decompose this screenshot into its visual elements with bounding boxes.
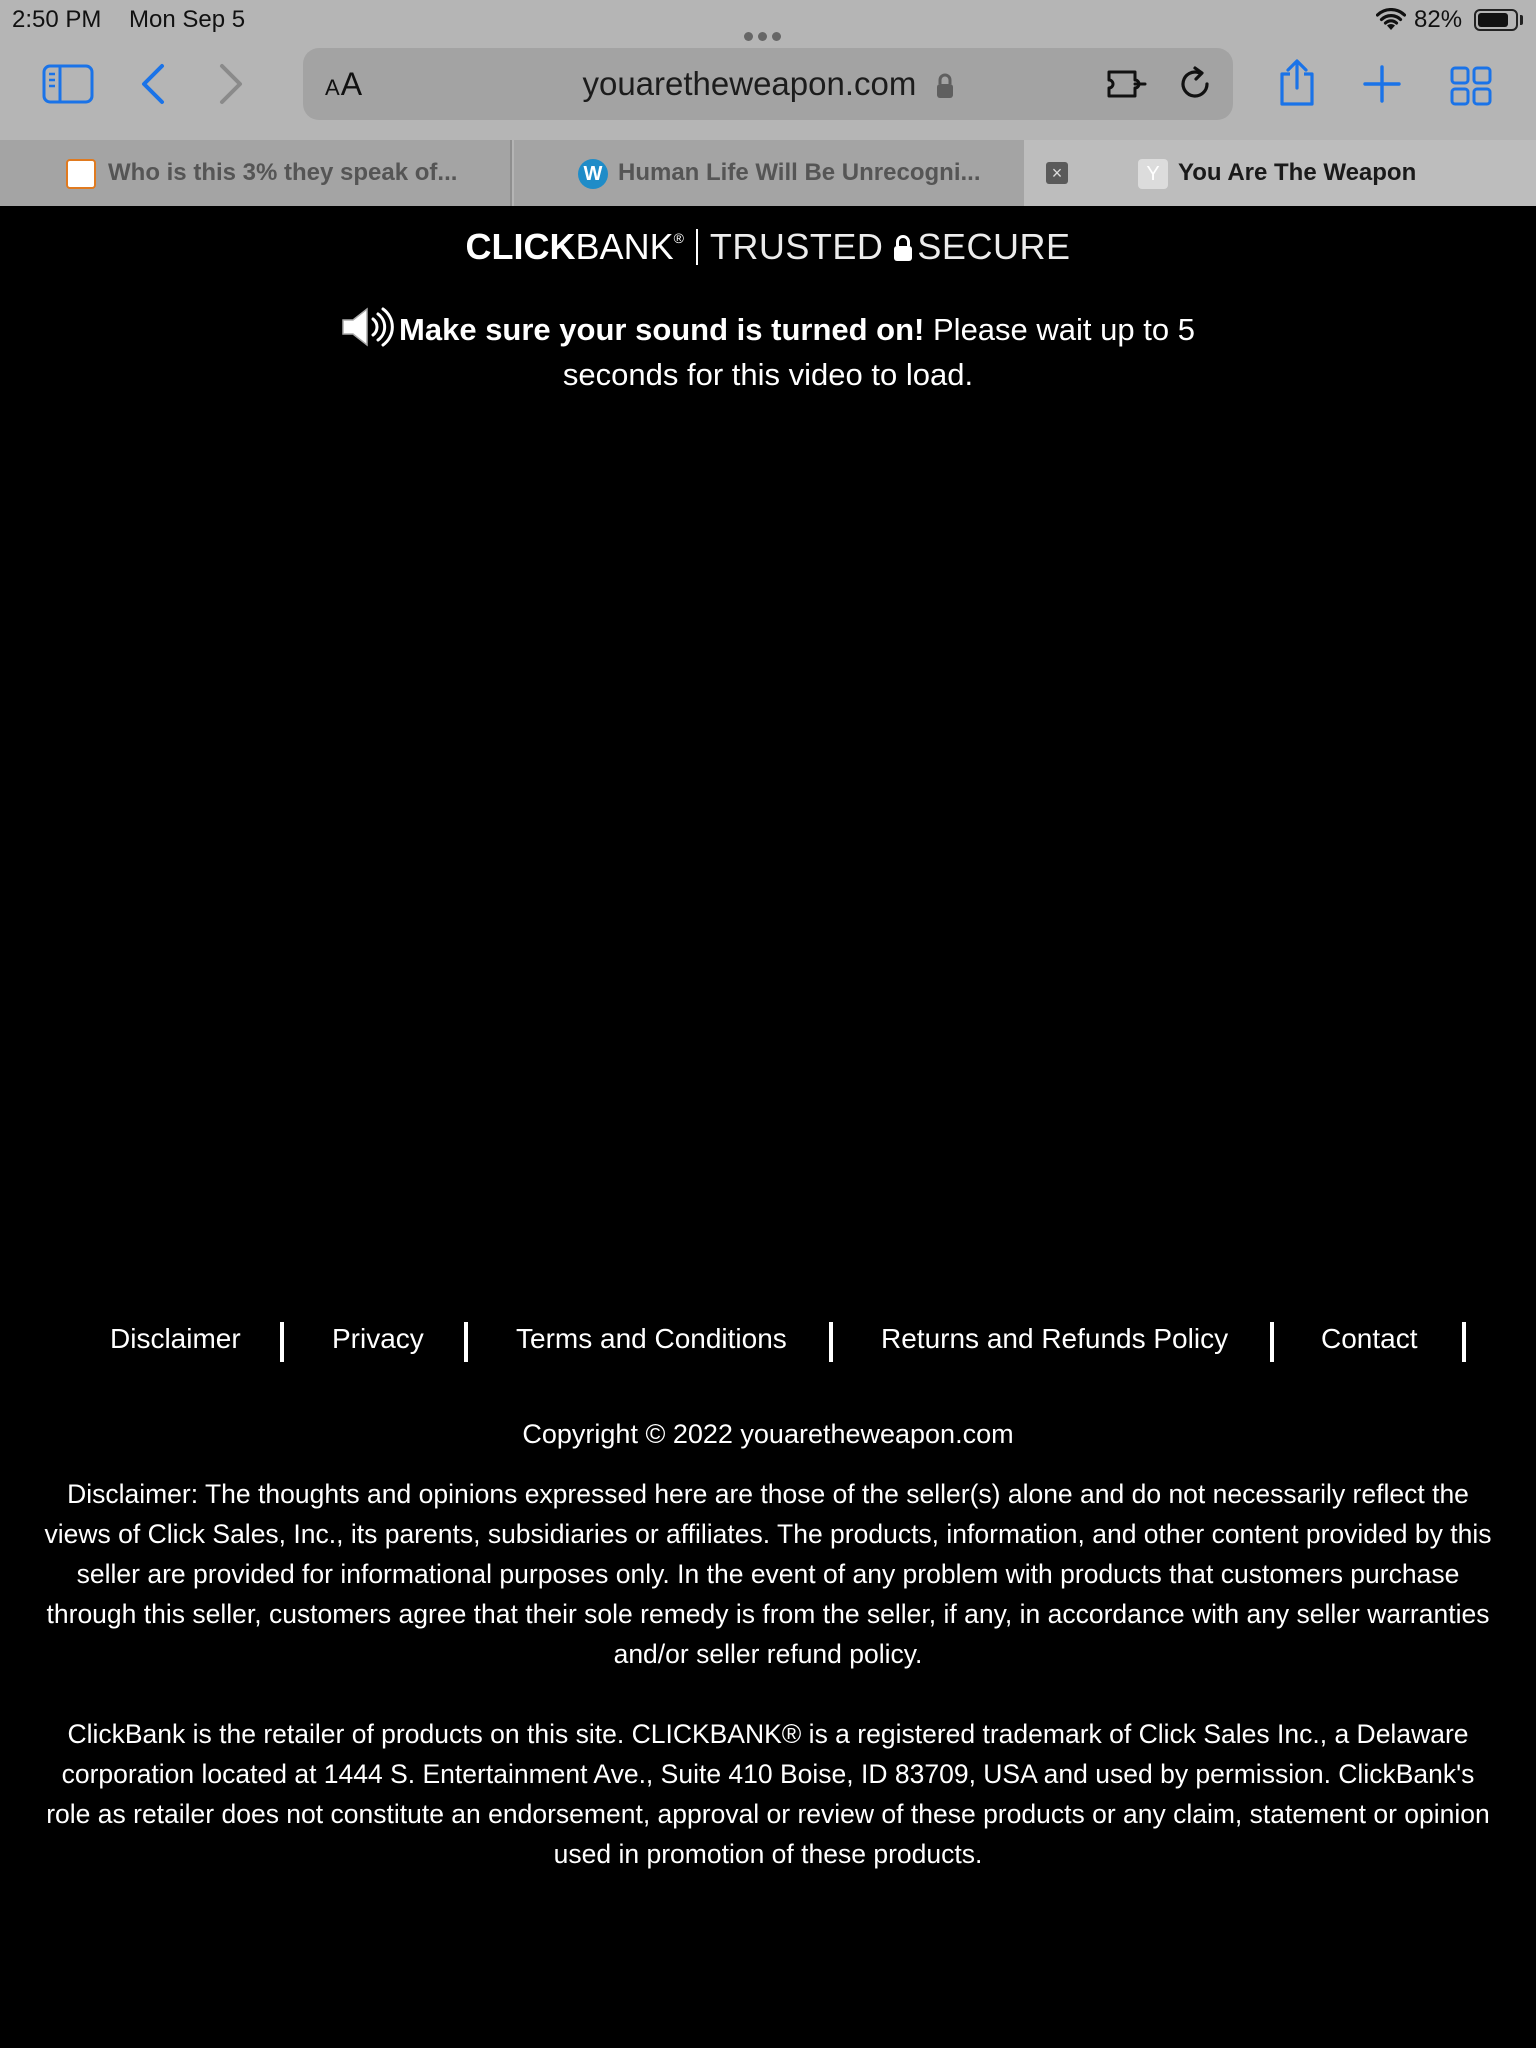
browser-chrome xyxy=(0,0,1536,206)
battery-tip xyxy=(1520,15,1523,25)
reload-button[interactable] xyxy=(1175,64,1215,109)
badge-trusted: TRUSTED xyxy=(709,226,884,267)
status-bar xyxy=(0,0,1536,40)
tab-overview-button[interactable] xyxy=(1450,66,1492,106)
forward-button[interactable] xyxy=(216,62,246,106)
reader-options-button[interactable] xyxy=(325,66,363,103)
share-button[interactable] xyxy=(1276,58,1318,108)
badge-divider xyxy=(696,229,698,265)
footer-divider xyxy=(464,1322,468,1362)
wordpress-favicon-icon: W xyxy=(578,159,608,189)
puzzle-extension-icon xyxy=(1105,64,1151,104)
sound-notice-bold: Make sure your sound is turned on! xyxy=(399,312,925,347)
favicon-icon xyxy=(66,159,96,189)
new-tab-button[interactable] xyxy=(1362,64,1402,104)
reader-small-a: A xyxy=(325,75,341,100)
battery-percent: 82% xyxy=(1414,6,1463,33)
tab-title: You Are The Weapon xyxy=(1178,159,1417,186)
legal-retailer-notice: ClickBank is the retailer of products on this site. CLICKBANK® is a registered trademark of Click Sales Inc., a Delaware corporation located at 1444 S. Entertainment Ave., Suite 410 Boise, ID 83709, USA and used by permission. ClickBank's role as retailer does not constitute an endorsement, approval or review of these products or any claim, statement or opinion used in promotion of these products. xyxy=(46,1719,1490,1869)
close-tab-icon[interactable]: × xyxy=(1046,162,1068,184)
chevron-left-icon xyxy=(138,62,168,106)
footer-nav xyxy=(0,1314,1536,1364)
tab-grid-icon xyxy=(1450,66,1492,106)
tab-3-percent[interactable] xyxy=(0,140,512,206)
footer-link-refunds[interactable]: Returns and Refunds Policy xyxy=(881,1323,1229,1354)
badge-registered: ® xyxy=(673,230,684,246)
footer-divider xyxy=(1462,1322,1466,1362)
tab-you-are-the-weapon[interactable] xyxy=(1024,140,1536,206)
sound-notice xyxy=(318,306,1218,397)
reader-large-a: A xyxy=(340,66,364,102)
footer-link-disclaimer[interactable]: Disclaimer xyxy=(110,1323,241,1354)
tab-title: Human Life Will Be Unrecogni... xyxy=(618,159,981,186)
share-icon xyxy=(1276,58,1318,108)
tab-title: Who is this 3% they speak of... xyxy=(108,159,458,186)
status-date: Mon Sep 5 xyxy=(129,6,246,33)
multitasking-dots-icon[interactable] xyxy=(744,20,790,30)
lock-icon xyxy=(936,73,954,99)
plus-icon xyxy=(1362,64,1402,104)
reload-icon xyxy=(1175,64,1215,104)
copyright-text: Copyright © 2022 youaretheweapon.com xyxy=(522,1419,1014,1449)
chevron-right-icon xyxy=(216,62,246,106)
sound-notice-rest: Please wait up to 5 seconds for this video to load. xyxy=(562,312,1195,392)
tab-strip xyxy=(0,140,1536,206)
footer-link-terms[interactable]: Terms and Conditions xyxy=(516,1323,787,1354)
tab-human-life[interactable] xyxy=(514,140,1024,206)
sidebar-icon xyxy=(42,64,94,104)
footer-link-privacy[interactable]: Privacy xyxy=(332,1323,424,1354)
padlock-icon xyxy=(893,234,913,262)
video-player-area[interactable] xyxy=(0,436,1536,1436)
legal-disclaimer: Disclaimer: The thoughts and opinions expressed here are those of the seller(s) alone and do not necessarily reflect the views of Click Sales, Inc., its parents, subsidiaries or affiliates. The products, information, and other content provided by this seller are provided for informational purposes only. In the event of any problem with products that customers purchase through this seller, customers agree that their sole remedy is from the seller, if any, in accordance with any seller warranties and/or seller refund policy. xyxy=(44,1479,1492,1669)
back-button[interactable] xyxy=(138,62,168,106)
badge-secure: SECURE xyxy=(917,226,1071,267)
wifi-icon xyxy=(1376,8,1406,32)
footer-divider xyxy=(829,1322,833,1362)
footer-link-contact[interactable]: Contact xyxy=(1321,1323,1418,1354)
clickbank-trust-badge xyxy=(0,216,1536,269)
footer-divider xyxy=(280,1322,284,1362)
extensions-button[interactable] xyxy=(1105,64,1151,109)
address-bar[interactable] xyxy=(303,48,1233,120)
footer-divider xyxy=(1270,1322,1274,1362)
speaker-icon xyxy=(341,306,395,348)
favicon-letter: Y xyxy=(1138,159,1168,189)
web-page xyxy=(0,206,1536,2048)
badge-bank: BANK xyxy=(575,226,674,267)
sidebar-toggle-button[interactable] xyxy=(42,64,94,104)
status-time: 2:50 PM xyxy=(12,6,102,33)
badge-click: CLICK xyxy=(465,226,576,267)
battery-icon xyxy=(1474,9,1518,31)
url-text[interactable]: youaretheweapon.com xyxy=(582,65,917,102)
